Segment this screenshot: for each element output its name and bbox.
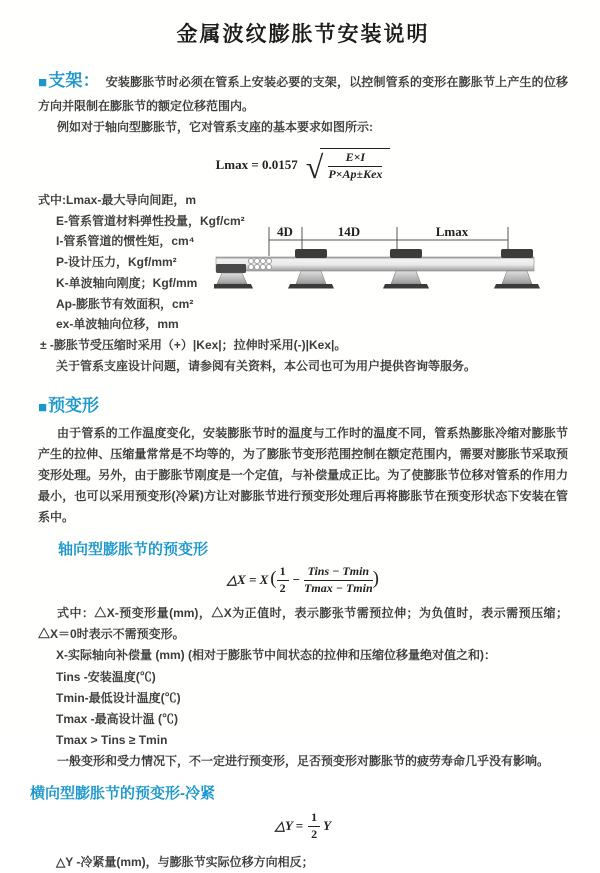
minus-operator: − bbox=[292, 572, 301, 588]
definition-line: K-单波轴向刚度；Kgf/mm bbox=[56, 275, 198, 290]
axial-item: Tins -安装温度(℃) bbox=[56, 669, 156, 684]
axial-item: Tmax -最高设计温 (℃) bbox=[56, 711, 179, 726]
support-section-heading: 支架： bbox=[48, 71, 100, 90]
axial-item: X-实际轴向补偿量 (mm) (相对于膨胀节中间状态的拉伸和压缩位移量绝对值之和)： bbox=[56, 648, 496, 663]
plus-minus-note: ± -膨胀节受压缩时采用（+）|Kex|；拉伸时采用(-)|Kex|。 bbox=[40, 338, 347, 353]
support-intro-text: 安装膨胀节时必须在管系上安装必要的支架，以控制管系的变形在膨胀节上产生的位移方向并限制在膨胀节的额定位移范围内。 bbox=[38, 75, 569, 114]
formula-fraction bbox=[320, 148, 390, 182]
definition-line: ex-单波轴向位移，mm bbox=[56, 317, 179, 332]
predeform-section-heading: 预变形 bbox=[48, 395, 100, 415]
support-example-line: 例如对于轴向型膨胀节，它对管系支座的基本要求如图所示: bbox=[57, 120, 373, 135]
lateral-predeform-heading: 横向型膨胀节的预变形-冷紧 bbox=[30, 784, 215, 802]
axial-formula-explanation: 式中：△X-预变形量(mm)，△X为正值时，表示膨张节需预拉伸；为负值时，表示需预压缩；△X＝0时表示不需预变形。 bbox=[38, 606, 568, 642]
fraction-denominator: 2 bbox=[311, 826, 318, 841]
sqrt-symbol: √ bbox=[305, 149, 324, 186]
lmax-formula bbox=[38, 148, 568, 186]
fraction-numerator: 1 bbox=[308, 811, 320, 827]
temperature-fraction bbox=[304, 565, 373, 596]
half-fraction bbox=[277, 565, 289, 596]
section-square-icon: ■ bbox=[38, 74, 48, 91]
fraction-denominator: P×Ap±Kex bbox=[328, 167, 383, 182]
fraction-numerator: 1 bbox=[277, 565, 289, 581]
axial-predeform-heading: 轴向型膨胀节的预变形 bbox=[58, 540, 209, 558]
pipe-support-diagram bbox=[214, 220, 570, 298]
dim-label-lmax: Lmax bbox=[435, 223, 469, 239]
formula-lhs: Lmax = 0.0157 bbox=[215, 157, 298, 173]
definitions-and-diagram bbox=[38, 190, 568, 335]
definition-line: 式中:Lmax-最大导向间距，m bbox=[38, 192, 197, 207]
support-intro-paragraph bbox=[38, 66, 568, 117]
page-title: 金属波纹膨胀节安装说明 bbox=[176, 23, 430, 46]
consult-note: 关于管系支座设计问题，请参阅有关资料，本公司也可为用户提供咨询等服务。 bbox=[56, 358, 477, 373]
predeform-paragraph: 由于管系的工作温度变化，安装膨胀节时的温度与工作时的温度不同，管系热膨胀冷缩对膨胀节产生的拉伸、压缩量常常是不均等的，为了膨胀节变形范围控制在额定范围内，需要对膨胀节采取预变形处理。另外，由于膨胀节刚度是一个定值，与补偿量成正比。为了使膨胀节位移对管系的作用力最小，也可以采用预变形(冷紧)方让对膨胀节进行预变形处理后再将膨胀节在预变形状态下安装在管系中。 bbox=[38, 425, 568, 524]
definition-line: Ap-膨胀节有效面积，cm² bbox=[56, 296, 194, 311]
fraction-numerator: Tins − Tmin bbox=[304, 565, 373, 581]
formula-lhs: △Y = bbox=[274, 818, 304, 834]
axial-predeform-formula bbox=[38, 565, 568, 596]
lateral-note: △Y -冷紧量(mm)，与膨胀节实际位移方向相反； bbox=[56, 854, 314, 869]
fraction-denominator: Tmax − Tmin bbox=[304, 580, 373, 595]
axial-note: 一般变形和受力情况下，不一定进行预变形，足否预变形对膨胀节的疲劳寿命几乎没有影响。 bbox=[57, 753, 550, 768]
predeform-section-heading-row bbox=[38, 391, 568, 421]
axial-item: Tmax > Tins ≥ Tmin bbox=[56, 732, 168, 747]
fraction-numerator: E×I bbox=[328, 151, 382, 167]
formula-lhs: △X = X bbox=[227, 572, 269, 588]
fraction-denominator: 2 bbox=[279, 580, 286, 595]
lateral-predeform-formula bbox=[38, 811, 568, 842]
dim-label-14d: 14D bbox=[337, 223, 361, 239]
definition-line: I-管系管道的惯性矩，cm⁴ bbox=[56, 234, 195, 249]
open-paren: ( bbox=[270, 568, 277, 590]
close-paren: ) bbox=[372, 568, 379, 590]
section-square-icon: ■ bbox=[38, 398, 48, 416]
formula-rhs: Y bbox=[323, 818, 332, 834]
definition-line: P-设计压力，Kgf/mm² bbox=[56, 255, 177, 270]
definition-line: E-管系管道材料弹性投量，Kgf/cm² bbox=[56, 213, 245, 228]
axial-item: Tmin-最低设计温度(℃) bbox=[56, 690, 181, 705]
half-fraction bbox=[308, 811, 320, 842]
dim-label-4d: 4D bbox=[277, 223, 293, 239]
